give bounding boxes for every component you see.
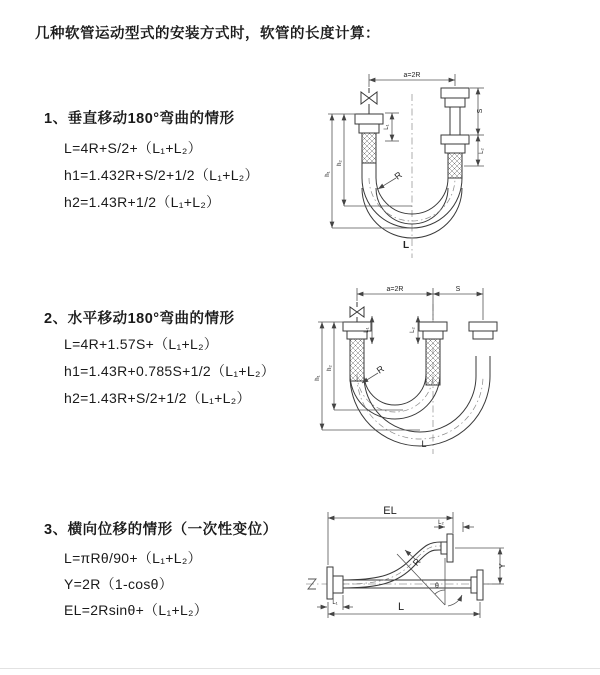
left-pipe-assembly [355,104,383,163]
length-label: L [402,240,410,251]
valve-icon [350,302,364,317]
section3-formula-Y: Y=2R（1-cosθ） [64,576,174,592]
length-label: L [421,439,427,449]
dim-label-h2: h₂ [327,365,333,371]
right-pipe-assembly [469,322,497,339]
vertical-180-bend-diagram [312,66,592,261]
section3-heading: 3、横向位移的情形（一次性变位） [44,522,278,538]
radius-label: R [374,363,386,376]
page-title: 几种软管运动型式的安装方式时，软管的长度计算： [35,26,380,42]
dim-label-L1: L₁ [384,124,390,130]
dimension-EL [328,512,453,565]
dim-label-L1: L₁ [332,600,338,606]
section2-formula-L: L=4R+1.57S+（L₁+L₂） [64,336,219,352]
hose-bend-arcs [350,356,490,446]
dim-label-S: S [455,286,461,293]
page-bottom-edge [0,668,600,669]
dim-label-Y: Y [498,563,507,569]
dimension-h2 [334,322,403,410]
section1-formula-h1: h1=1.432R+S/2+1/2（L₁+L₂） [64,167,259,183]
section1-heading: 1、垂直移动180°弯曲的情形 [44,111,235,127]
hose-s-curve [343,542,441,588]
theta-label: θ [435,583,439,590]
dim-label-L: L [397,601,405,613]
radius-leader [378,178,396,189]
dim-label-h2: h₂ [337,160,343,166]
section1-formula-L: L=4R+S/2+（L₁+L₂） [64,140,202,156]
dim-label-S: S [477,108,484,114]
dimension-a2R [357,288,483,320]
right-pipe-assembly [441,88,469,178]
dim-label-L2: L₂ [479,148,485,154]
upper-right-flange [441,534,453,562]
section3-formula-EL: EL=2Rsinθ+（L₁+L₂） [64,602,209,618]
dim-label-L2: L₂ [410,327,416,333]
dim-label-a2R: a=2R [403,72,421,79]
section2-formula-h1: h1=1.43R+0.785S+1/2（L₁+L₂） [64,363,275,379]
dim-label-L2: L₂ [438,520,444,526]
dim-label-h1: h₁ [325,171,331,177]
lower-right-flange [471,570,483,600]
middle-pipe-assembly [419,322,447,385]
lateral-displacement-diagram [298,496,600,658]
radius-label: R [392,169,404,182]
left-flange [327,567,343,599]
horizontal-180-bend-diagram [308,278,600,460]
dim-label-h1: h₁ [315,375,321,381]
radius-label: R [410,556,423,568]
dim-label-EL: EL [383,505,397,517]
section2-formula-h2: h2=1.43R+S/2+1/2（L₁+L₂） [64,390,251,406]
valve-icon [361,88,377,104]
left-pipe-assembly [343,317,371,381]
section3-formula-L: L=πRθ/90+（L₁+L₂） [64,550,202,566]
dimension-h1 [318,322,420,430]
section1-formula-h2: h2=1.43R+1/2（L₁+L₂） [64,194,221,210]
dim-label-a2R: a=2R [386,286,404,293]
section2-heading: 2、水平移动180°弯曲的情形 [44,311,235,327]
dim-label-L1: L₁ [364,327,370,333]
